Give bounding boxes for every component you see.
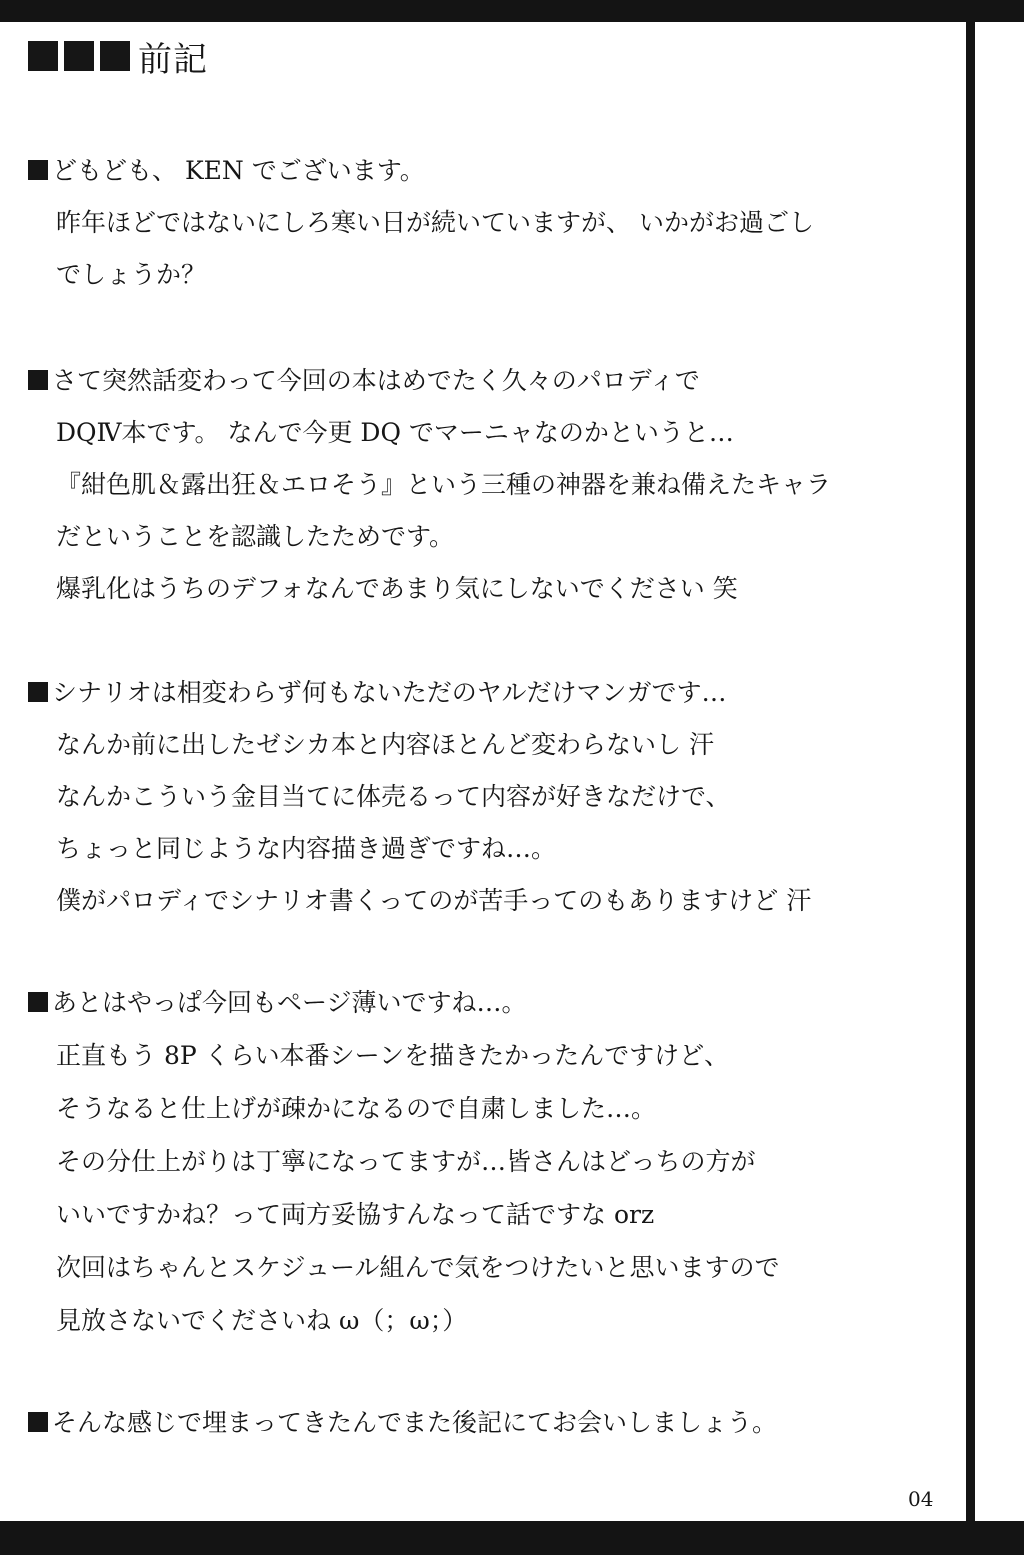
paragraph-1-line-3: でしょうか？ xyxy=(56,260,207,289)
title-text: 前記 xyxy=(138,39,208,80)
bullet-square-icon xyxy=(28,682,48,702)
paragraph-3-line-5: 僕がパロディでシナリオ書くってのが苦手ってのもありますけど 汗 xyxy=(56,886,812,915)
paragraph-4-line-2: 正直もう 8P くらい本番シーンを描きたかったんですけど、 xyxy=(56,1041,730,1070)
line-text: どもども、 KEN でございます。 xyxy=(52,156,425,185)
paragraph-2-line-3: 『紺色肌＆露出狂＆エロそう』という三種の神器を兼ね備えたキャラ xyxy=(56,470,832,499)
right-margin-rule xyxy=(966,22,975,1521)
paragraph-2-line-2: DQⅣ本です。 なんで今更 DQ でマーニャなのかというと… xyxy=(56,418,734,447)
paragraph-4-line-7: 見放さないでくださいね ω（；ω；） xyxy=(56,1306,468,1335)
page-number: 04 xyxy=(908,1487,934,1511)
paragraph-1-line-2: 昨年ほどではないにしろ寒い日が続いていますが、 いかがお過ごし xyxy=(56,208,814,237)
title-square-icon xyxy=(28,41,58,71)
paragraph-4-line-5: いいですかね？って両方妥協すんなって話ですな orz xyxy=(56,1200,655,1229)
paragraph-3-line-1 xyxy=(28,676,727,710)
title-square-icon xyxy=(100,41,130,71)
paragraph-2-line-1 xyxy=(28,364,700,398)
paragraph-1-line-1 xyxy=(28,154,425,188)
line-text: あとはやっぱ今回もページ薄いですね…。 xyxy=(52,988,527,1017)
paragraph-2-line-5: 爆乳化はうちのデフォなんであまり気にしないでください 笑 xyxy=(56,574,738,603)
page-title xyxy=(28,34,208,78)
paragraph-3-line-4: ちょっと同じような内容描き過ぎですね…。 xyxy=(56,834,557,863)
bullet-square-icon xyxy=(28,160,48,180)
paragraph-2-line-4: だということを認識したためです。 xyxy=(56,522,455,551)
bullet-square-icon xyxy=(28,992,48,1012)
top-border-bar xyxy=(0,0,1024,22)
title-square-icon xyxy=(64,41,94,71)
paragraph-5-line-1 xyxy=(28,1406,777,1440)
bullet-square-icon xyxy=(28,370,48,390)
paragraph-4-line-4: その分仕上がりは丁寧になってますが…皆さんはどっちの方が xyxy=(56,1147,756,1176)
paragraph-4-line-6: 次回はちゃんとスケジュール組んで気をつけたいと思いますので xyxy=(56,1253,780,1282)
paragraph-3-line-3: なんかこういう金目当てに体売るって内容が好きなだけで、 xyxy=(56,782,731,811)
bottom-border-bar xyxy=(0,1521,1024,1555)
line-text: さて突然話変わって今回の本はめでたく久々のパロディで xyxy=(52,366,700,395)
line-text: そんな感じで埋まってきたんでまた後記にてお会いしましょう。 xyxy=(52,1408,778,1437)
paragraph-4-line-1 xyxy=(28,986,527,1020)
bullet-square-icon xyxy=(28,1412,48,1432)
paragraph-3-line-2: なんか前に出したゼシカ本と内容ほとんど変わらないし 汗 xyxy=(56,730,714,759)
line-text: シナリオは相変わらず何もないただのヤルだけマンガです… xyxy=(52,678,727,707)
paragraph-4-line-3: そうなると仕上げが疎かになるので自粛しました…。 xyxy=(56,1094,657,1123)
